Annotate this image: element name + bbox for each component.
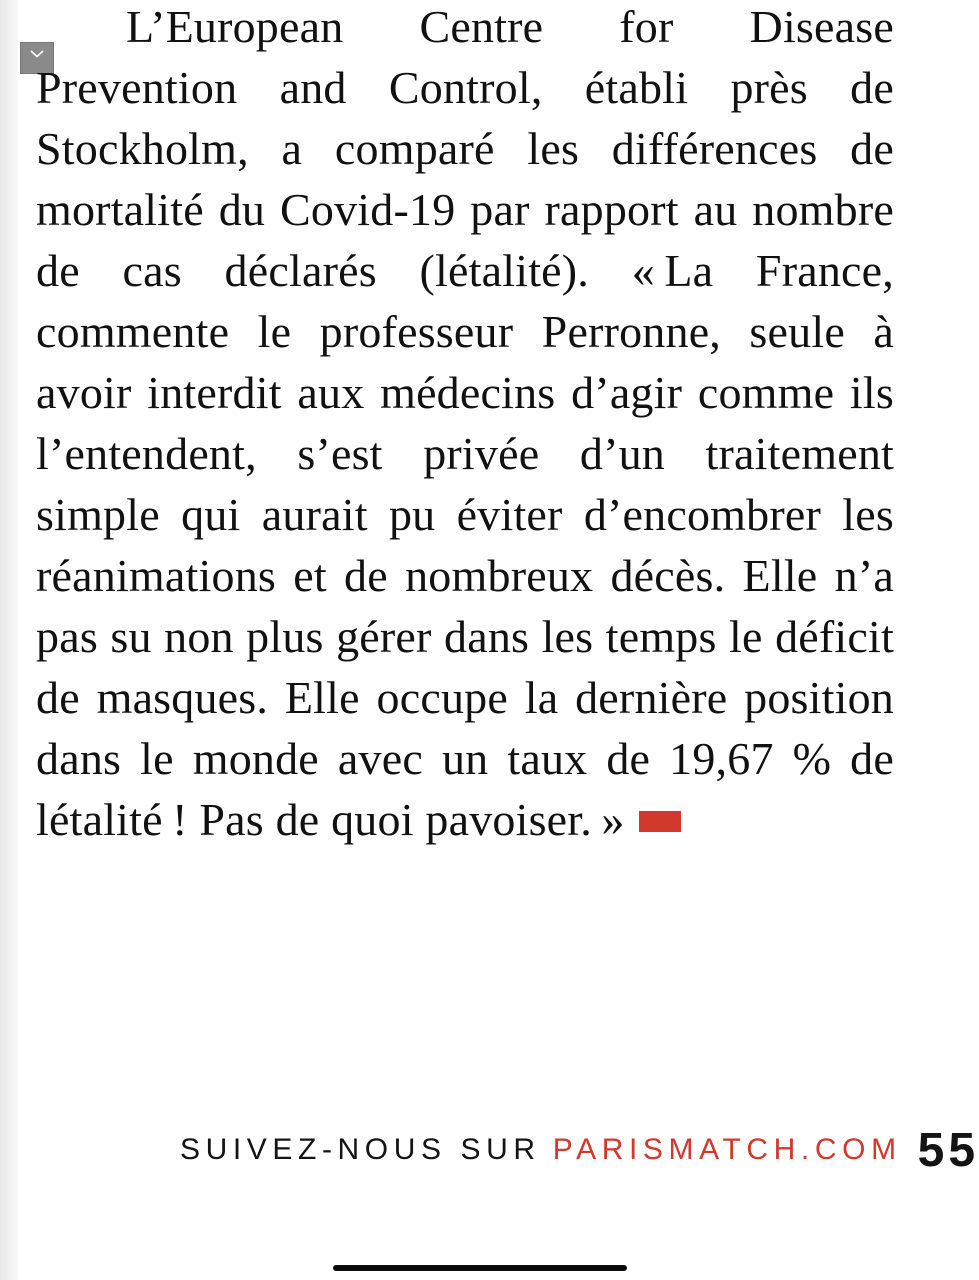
- website-link[interactable]: PARISMATCH.COM: [552, 1133, 902, 1166]
- page-footer: [180, 1122, 979, 1178]
- page-edge-shadow: [0, 0, 18, 1280]
- article-end-mark: [639, 811, 681, 832]
- follow-us-label: SUIVEZ-NOUS SUR: [180, 1133, 541, 1166]
- page-number: 55: [917, 1123, 979, 1177]
- home-indicator[interactable]: [333, 1265, 627, 1271]
- article-body: [36, 0, 894, 850]
- article-paragraph: L’European Centre for Disease Prevention and Control, établi près de Stockholm, a comparé les différences de mortalité du Covid-19 par rapport au nombre de cas déclarés (létalité). « La France, commente le professeur Perronne, seule à avoir interdit aux médecins d’agir comme ils l’entendent, s’est privée d’un traitement simple qui aurait pu éviter d’encombrer les réanimations et de nombreux décès. Elle n’a pas su non plus gérer dans les temps le déficit de masques. Elle occupe la dernière position dans le monde avec un taux de 19,67 % de létalité ! Pas de quoi pavoiser. »: [36, 1, 894, 845]
